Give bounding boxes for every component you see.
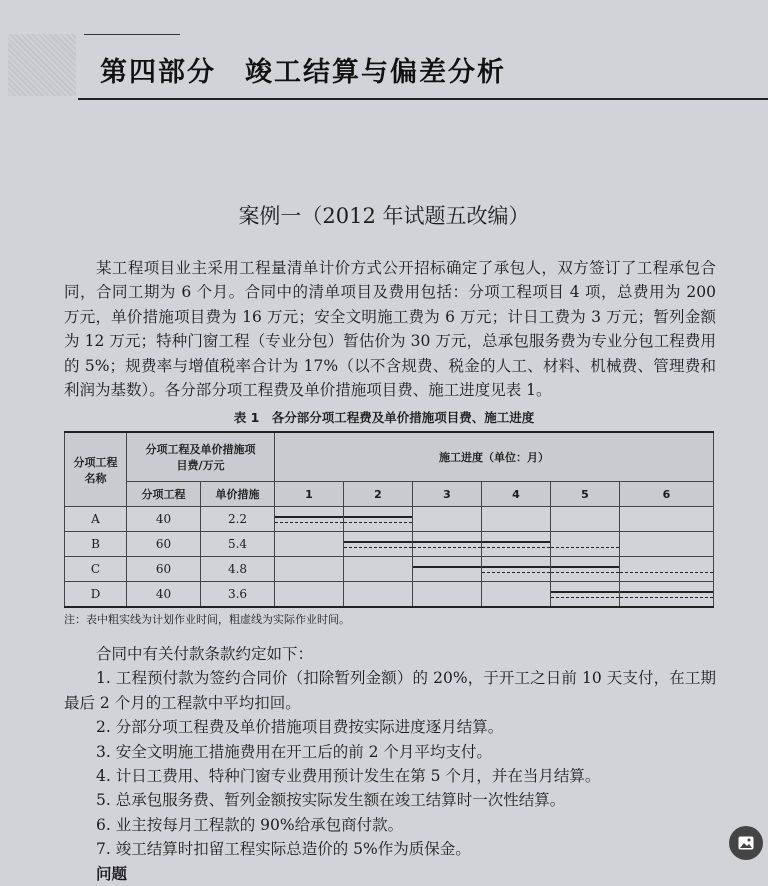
month-cell <box>482 507 551 532</box>
part-title: 第四部分 竣工结算与偏差分析 <box>100 57 506 88</box>
planned-bar <box>551 591 619 593</box>
questions-heading: 问题 <box>96 863 128 883</box>
clause-item: 4. 计日工费用、特种门窗专业费用预计发生在第 5 个月，并在当月结算。 <box>96 767 601 786</box>
col-header-measure: 单价措施 <box>201 482 275 507</box>
planned-bar <box>482 541 550 543</box>
cell-name: C <box>65 557 127 582</box>
month-cell <box>413 557 482 582</box>
month-cell <box>551 532 620 557</box>
cell-measure: 5.4 <box>201 532 275 557</box>
month-header: 1 <box>275 482 344 507</box>
cell-name: A <box>65 507 127 532</box>
case-title: 案例一（2012 年试题五改编） <box>238 204 530 228</box>
image-view-button[interactable] <box>729 826 763 860</box>
month-cell <box>275 532 344 557</box>
actual-bar <box>620 572 713 573</box>
planned-bar <box>482 566 550 568</box>
month-cell <box>275 557 344 582</box>
month-header: 4 <box>482 482 551 507</box>
col-header-work: 分项工程 <box>127 482 201 507</box>
cell-work: 60 <box>127 532 201 557</box>
table-row <box>65 532 714 557</box>
actual-bar <box>482 547 550 548</box>
clause-item: 7. 竣工结算时扣留工程实际总造价的 5%作为质保金。 <box>96 840 471 859</box>
actual-bar <box>413 547 481 548</box>
month-cell <box>344 507 413 532</box>
header-decoration <box>8 34 76 96</box>
planned-bar <box>275 516 343 518</box>
planned-bar <box>344 541 412 543</box>
actual-bar <box>551 572 619 573</box>
month-cell <box>344 532 413 557</box>
table-row <box>65 557 714 582</box>
cell-measure: 2.2 <box>201 507 275 532</box>
intro-paragraph: 某工程项目业主采用工程量清单计价方式公开招标确定了承包人，双方签订了工程承包合同，合同工期为 6 个月。合同中的清单项目及费用包括：分项工程项目 4 项，总费用为 200 万元，单价措施项目费为 16 万元；安全文明施工费为 6 万元；计日工费为 3 万元；暂列金额为 12 万元；特种门窗工程（专业分包）暂估价为 30 万元，总承包服务费为专业分包工程费用的 5%；规费率与增值税率合计为 17%（以不含规费、税金的人工、材料、机械费、管理费和利润为基数）。各分部分项工程费及单价措施项目费、施工进度见表 1。 <box>64 259 716 400</box>
month-cell <box>275 507 344 532</box>
month-cell <box>482 582 551 608</box>
divider <box>84 34 180 35</box>
cell-work: 40 <box>127 507 201 532</box>
col-header-fee: 分项工程及单价措施项目费/万元 <box>127 432 275 482</box>
clause-item: 5. 总承包服务费、暂列金额按实际发生额在竣工结算时一次性结算。 <box>96 791 566 810</box>
month-cell <box>413 532 482 557</box>
month-cell <box>413 582 482 608</box>
actual-bar <box>344 547 412 548</box>
col-header-name: 分项工程名称 <box>65 432 127 507</box>
cell-name: D <box>65 582 127 608</box>
month-cell <box>620 532 714 557</box>
clauses <box>64 642 716 886</box>
actual-bar <box>551 597 619 598</box>
month-cell <box>551 582 620 608</box>
divider <box>78 98 768 100</box>
actual-bar <box>620 597 713 598</box>
progress-table <box>64 431 714 608</box>
actual-bar <box>275 522 343 523</box>
clause-item: 3. 安全文明施工措施费用在开工后的前 2 个月平均支付。 <box>96 742 492 761</box>
month-header: 2 <box>344 482 413 507</box>
table-caption: 表 1 各分部分项工程费及单价措施项目费、施工进度 <box>233 410 535 425</box>
table-row <box>65 507 714 532</box>
month-cell <box>620 557 714 582</box>
clause-item: 2. 分部分项工程费及单价措施项目费按实际进度逐月结算。 <box>96 718 504 737</box>
actual-bar <box>344 522 412 523</box>
clause-item: 6. 业主按每月工程款的 90%给承包商付款。 <box>96 815 404 834</box>
month-cell <box>275 582 344 608</box>
planned-bar <box>413 566 481 568</box>
month-cell <box>482 557 551 582</box>
month-cell <box>551 507 620 532</box>
planned-bar <box>344 516 412 518</box>
col-header-progress: 施工进度（单位：月） <box>275 432 714 482</box>
month-cell <box>344 582 413 608</box>
month-cell <box>344 557 413 582</box>
cell-measure: 3.6 <box>201 582 275 608</box>
image-icon <box>738 836 754 850</box>
month-header: 5 <box>551 482 620 507</box>
cell-work: 60 <box>127 557 201 582</box>
cell-name: B <box>65 532 127 557</box>
planned-bar <box>551 566 619 568</box>
month-cell <box>620 582 714 608</box>
month-cell <box>482 532 551 557</box>
actual-bar <box>551 547 619 548</box>
planned-bar <box>620 591 713 593</box>
cell-work: 40 <box>127 582 201 608</box>
planned-bar <box>413 541 481 543</box>
clause-item: 1. 工程预付款为签约合同价（扣除暂列金额）的 20%，于开工之日前 10 天支付，在工期最后 2 个月的工程款中平均扣回。 <box>64 669 716 712</box>
month-cell <box>413 507 482 532</box>
table-row <box>65 582 714 608</box>
month-cell <box>551 557 620 582</box>
cell-measure: 4.8 <box>201 557 275 582</box>
month-header: 3 <box>413 482 482 507</box>
month-cell <box>620 507 714 532</box>
month-header: 6 <box>620 482 714 507</box>
actual-bar <box>482 572 550 573</box>
table-note: 注：表中粗实线为计划作业时间，粗虚线为实际作业时间。 <box>64 613 350 626</box>
clauses-intro: 合同中有关付款条款约定如下： <box>96 645 314 663</box>
